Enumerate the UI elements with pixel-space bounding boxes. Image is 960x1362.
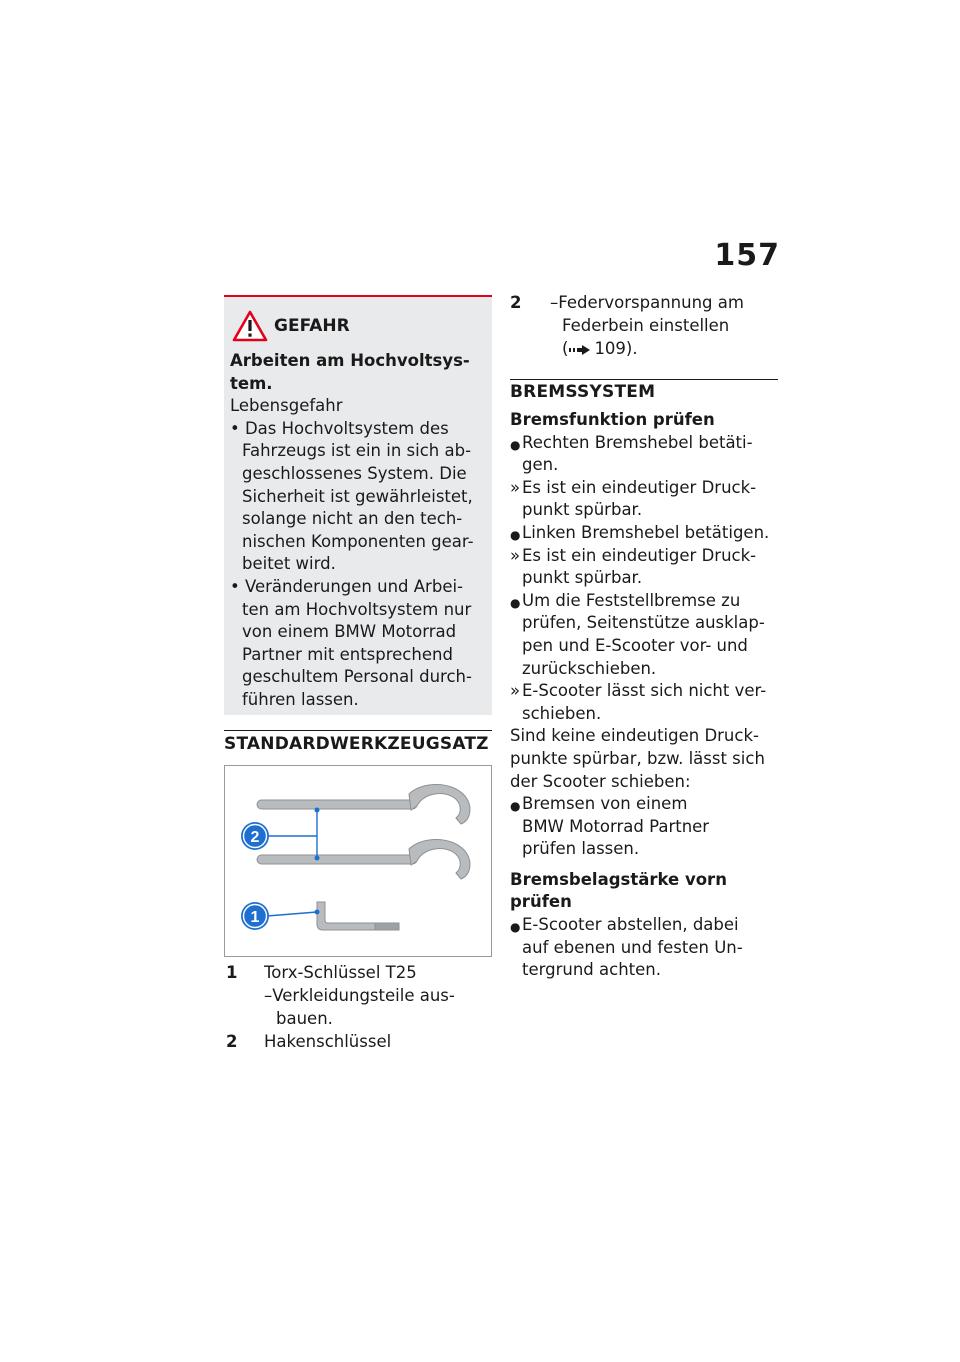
danger-bullet-line: ten am Hochvoltsystem nur [242,599,472,619]
bullet-marker: ● [510,799,521,814]
danger-heading-line-2: tem. [230,373,273,393]
danger-bullet-line: solange nicht an den tech- [242,509,463,529]
brake-step-line [510,499,780,522]
brake-step-line [510,477,780,500]
legend-text: –Verkleidungsteile aus- [264,986,455,1005]
hook-wrench-upper [257,785,470,825]
danger-bullet-line: beitet wird. [242,554,336,574]
toolkit-illustration [225,766,491,956]
legend-continued [510,292,780,364]
after-note-line [510,816,780,839]
step-text: Rechten Bremshebel betäti- [522,432,753,452]
arrow-reference-icon [569,344,591,356]
danger-bullet-line: • Veränderungen und Arbei- [230,576,464,596]
subheading-brake-function: Bremsfunktion prüfen [510,410,715,429]
callout-badge-2 [241,822,269,850]
brakes-content [510,409,780,982]
callout-dot [315,856,320,861]
legend-text: ( [562,339,569,358]
brake-step-line [510,567,780,590]
brakes-title: BREMSSYSTEM [510,382,656,402]
section-rule [510,379,778,380]
step-text: punkt spürbar. [522,500,643,520]
page-number: 157 [714,238,780,273]
pad-step-line [510,959,780,982]
legend-number: 2 [226,1032,238,1051]
legend-text: Federbein einstellen [562,316,730,335]
brake-step-line [510,432,780,455]
pad-steps [510,914,780,982]
after-note-steps [510,793,780,861]
bullet-marker: ● [510,920,521,935]
danger-bullet-line: Fahrzeugs ist ein in sich ab- [242,441,472,461]
result-marker: » [510,681,521,701]
danger-subtitle: Lebensgefahr [230,396,343,416]
bullet-marker: ● [510,595,521,610]
note-line: Sind keine eindeutigen Druck- [510,726,759,746]
danger-bullet-line: • Das Hochvoltsystem des [230,418,449,438]
danger-heading-line-1: Arbeiten am Hochvoltsys- [230,351,470,370]
step-text: E-Scooter lässt sich nicht ver- [522,681,767,701]
danger-bullet-line: führen lassen. [242,689,359,709]
brake-step-line [510,680,780,703]
torx-key [317,902,399,930]
result-marker: » [510,477,521,497]
page-reference-link[interactable] [562,338,638,361]
bullet-marker: ● [510,437,521,452]
brake-step-line [510,522,780,545]
step-text: pen und E-Scooter vor- und [522,635,748,655]
brake-step-line [510,635,780,658]
brake-step-line [510,658,780,681]
step-text: tergrund achten. [522,960,661,980]
danger-bullet-line: nischen Komponenten gear- [242,531,474,551]
warning-triangle-icon [232,310,268,342]
danger-bullet-1 [230,418,486,576]
bullet-marker: ● [510,527,521,542]
pad-step-line [510,914,780,937]
danger-bullet-2 [230,576,486,712]
step-text: Es ist ein eindeutiger Druck- [522,545,757,565]
danger-header [232,310,482,344]
danger-label: GEFAHR [274,316,350,336]
toolkit-title: STANDARDWERKZEUGSATZ [224,734,489,754]
hook-wrench-lower [257,840,470,880]
pad-step-line [510,937,780,960]
result-marker: » [510,545,521,565]
callout-dot [315,910,320,915]
legend-number: 1 [226,963,238,982]
brake-step-line [510,612,780,635]
danger-bullet-line: geschultem Personal durch- [242,667,472,687]
step-text: Um die Feststellbremse zu [522,590,741,610]
step-text: zurückschieben. [522,658,657,678]
step-text: gen. [522,455,559,475]
brake-step-line [510,590,780,613]
brake-step-line [510,545,780,568]
section-rule [224,730,492,731]
legend-number: 2 [510,293,522,312]
note-line: der Scooter schieben: [510,771,691,791]
callout-2-label: 2 [250,829,260,846]
step-text: E-Scooter abstellen, dabei [522,915,739,935]
legend-text: bauen. [276,1009,333,1028]
toolkit-figure [224,765,492,957]
brake-step-line [510,454,780,477]
step-text: Es ist ein eindeutiger Druck- [522,477,757,497]
after-note-line [510,793,780,816]
subheading-brake-pads: Bremsbelagstärke vorn prüfen [510,869,727,912]
step-text: schieben. [522,703,602,723]
legend-text: Torx-Schlüssel T25 [264,963,417,982]
danger-bullet-line: von einem BMW Motorrad [242,622,457,642]
step-text: punkt spürbar. [522,568,643,588]
brake-step-line [510,703,780,726]
danger-body [230,350,486,712]
step-text: Linken Bremshebel betätigen. [522,522,770,542]
callout-dot [315,808,320,813]
legend-text: Hakenschlüssel [264,1032,392,1051]
step-text: BMW Motorrad Partner [522,816,710,836]
note-line: punkte spürbar, bzw. lässt sich [510,748,765,768]
brake-steps [510,432,780,726]
callout-1-label: 1 [250,909,260,926]
callout-badge-1 [241,902,269,930]
after-note-line [510,838,780,861]
danger-bullet-line: geschlossenes System. Die [242,463,467,483]
toolkit-legend [226,962,492,1062]
step-text: Bremsen von einem [522,794,688,814]
legend-text: –Federvorspannung am [550,293,744,312]
danger-bullet-line: Sicherheit ist gewährleistet, [242,486,473,506]
step-text: prüfen, Seitenstütze ausklap- [522,613,765,633]
step-text: auf ebenen und festen Un- [522,937,743,957]
page-reference-number: 109). [594,339,638,358]
danger-bullet-line: Partner mit entsprechend [242,644,453,664]
step-text: prüfen lassen. [522,839,640,859]
